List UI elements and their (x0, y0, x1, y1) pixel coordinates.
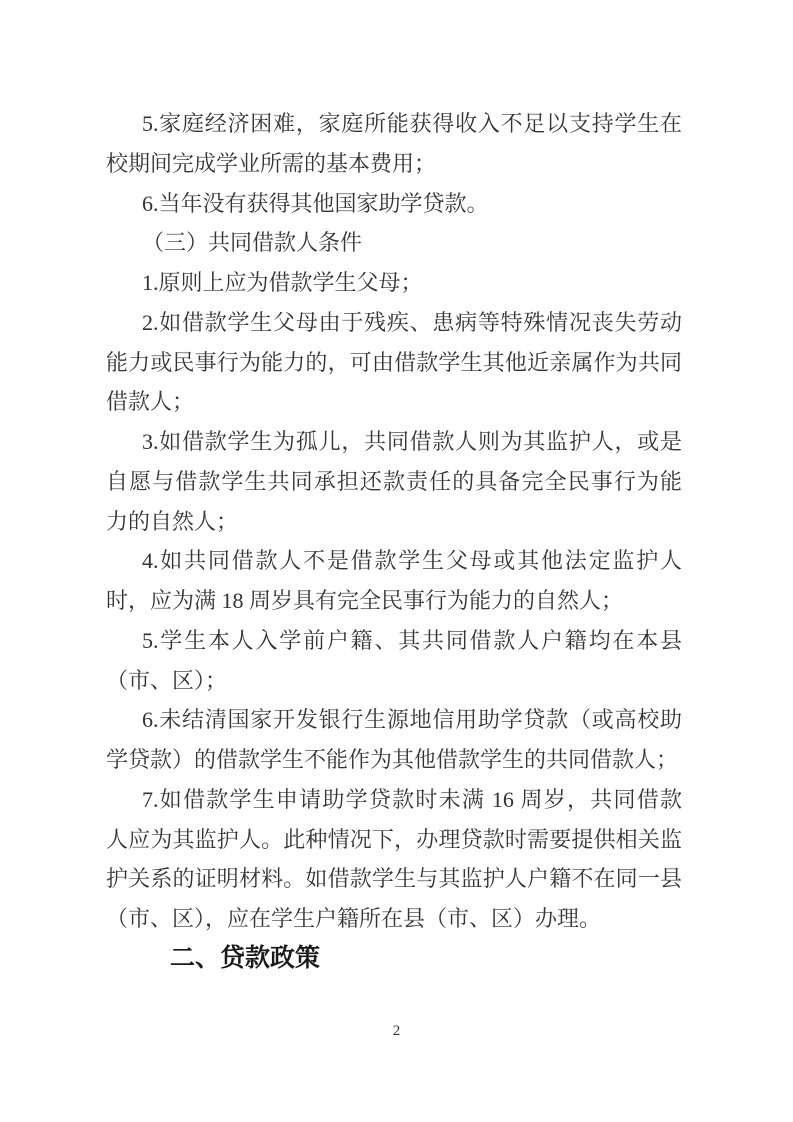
text-line: 能力或民事行为能力的，可由借款学生其他近亲属作为共同 (106, 349, 682, 375)
text-line: 人应为其监护人。此种情况下，办理贷款时需要提供相关监 (106, 826, 682, 852)
text-line: 4.如共同借款人不是借款学生父母或其他法定监护人 (142, 548, 682, 574)
document-body (106, 104, 682, 979)
text-line: 6.当年没有获得其他国家助学贷款。 (142, 190, 489, 216)
page-number: 2 (392, 1023, 401, 1039)
text-line: 1.原则上应为借款学生父母； (142, 270, 423, 295)
text-line: 力的自然人； (106, 508, 239, 534)
text-line: （市、区），应在学生户籍所在县（市、区）办理。 (106, 906, 602, 931)
text-line: 借款人； (106, 389, 195, 415)
text-line: （市、区）； (106, 667, 228, 693)
section-heading: 二、贷款政策 (170, 944, 321, 972)
text-line: 2.如借款学生父母由于残疾、患病等特殊情况丧失劳动 (142, 309, 682, 335)
text-line: 自愿与借款学生共同承担还款责任的具备完全民事行为能 (106, 468, 682, 494)
text-line: 学贷款）的借款学生不能作为其他借款学生的共同借款人； (106, 747, 679, 772)
text-line: 6.未结清国家开发银行生源地信用助学贷款（或高校助 (142, 707, 682, 733)
text-line: 校期间完成学业所需的基本费用； (106, 150, 437, 176)
text-line: 3.如借款学生为孤儿，共同借款人则为其监护人，或是 (142, 429, 682, 454)
text-line: 7.如借款学生申请助学贷款时未满 16 周岁，共同借款 (142, 786, 682, 812)
text-line: （三）共同借款人条件 (142, 230, 363, 256)
text-line: 护关系的证明材料。如借款学生与其监护人户籍不在同一县 (106, 866, 682, 892)
text-line: 时，应为满 18 周岁具有完全民事行为能力的自然人； (106, 588, 624, 613)
text-line: 5.学生本人入学前户籍、其共同借款人户籍均在本县 (142, 627, 682, 653)
text-line: 5.家庭经济困难，家庭所能获得收入不足以支持学生在 (142, 111, 682, 136)
